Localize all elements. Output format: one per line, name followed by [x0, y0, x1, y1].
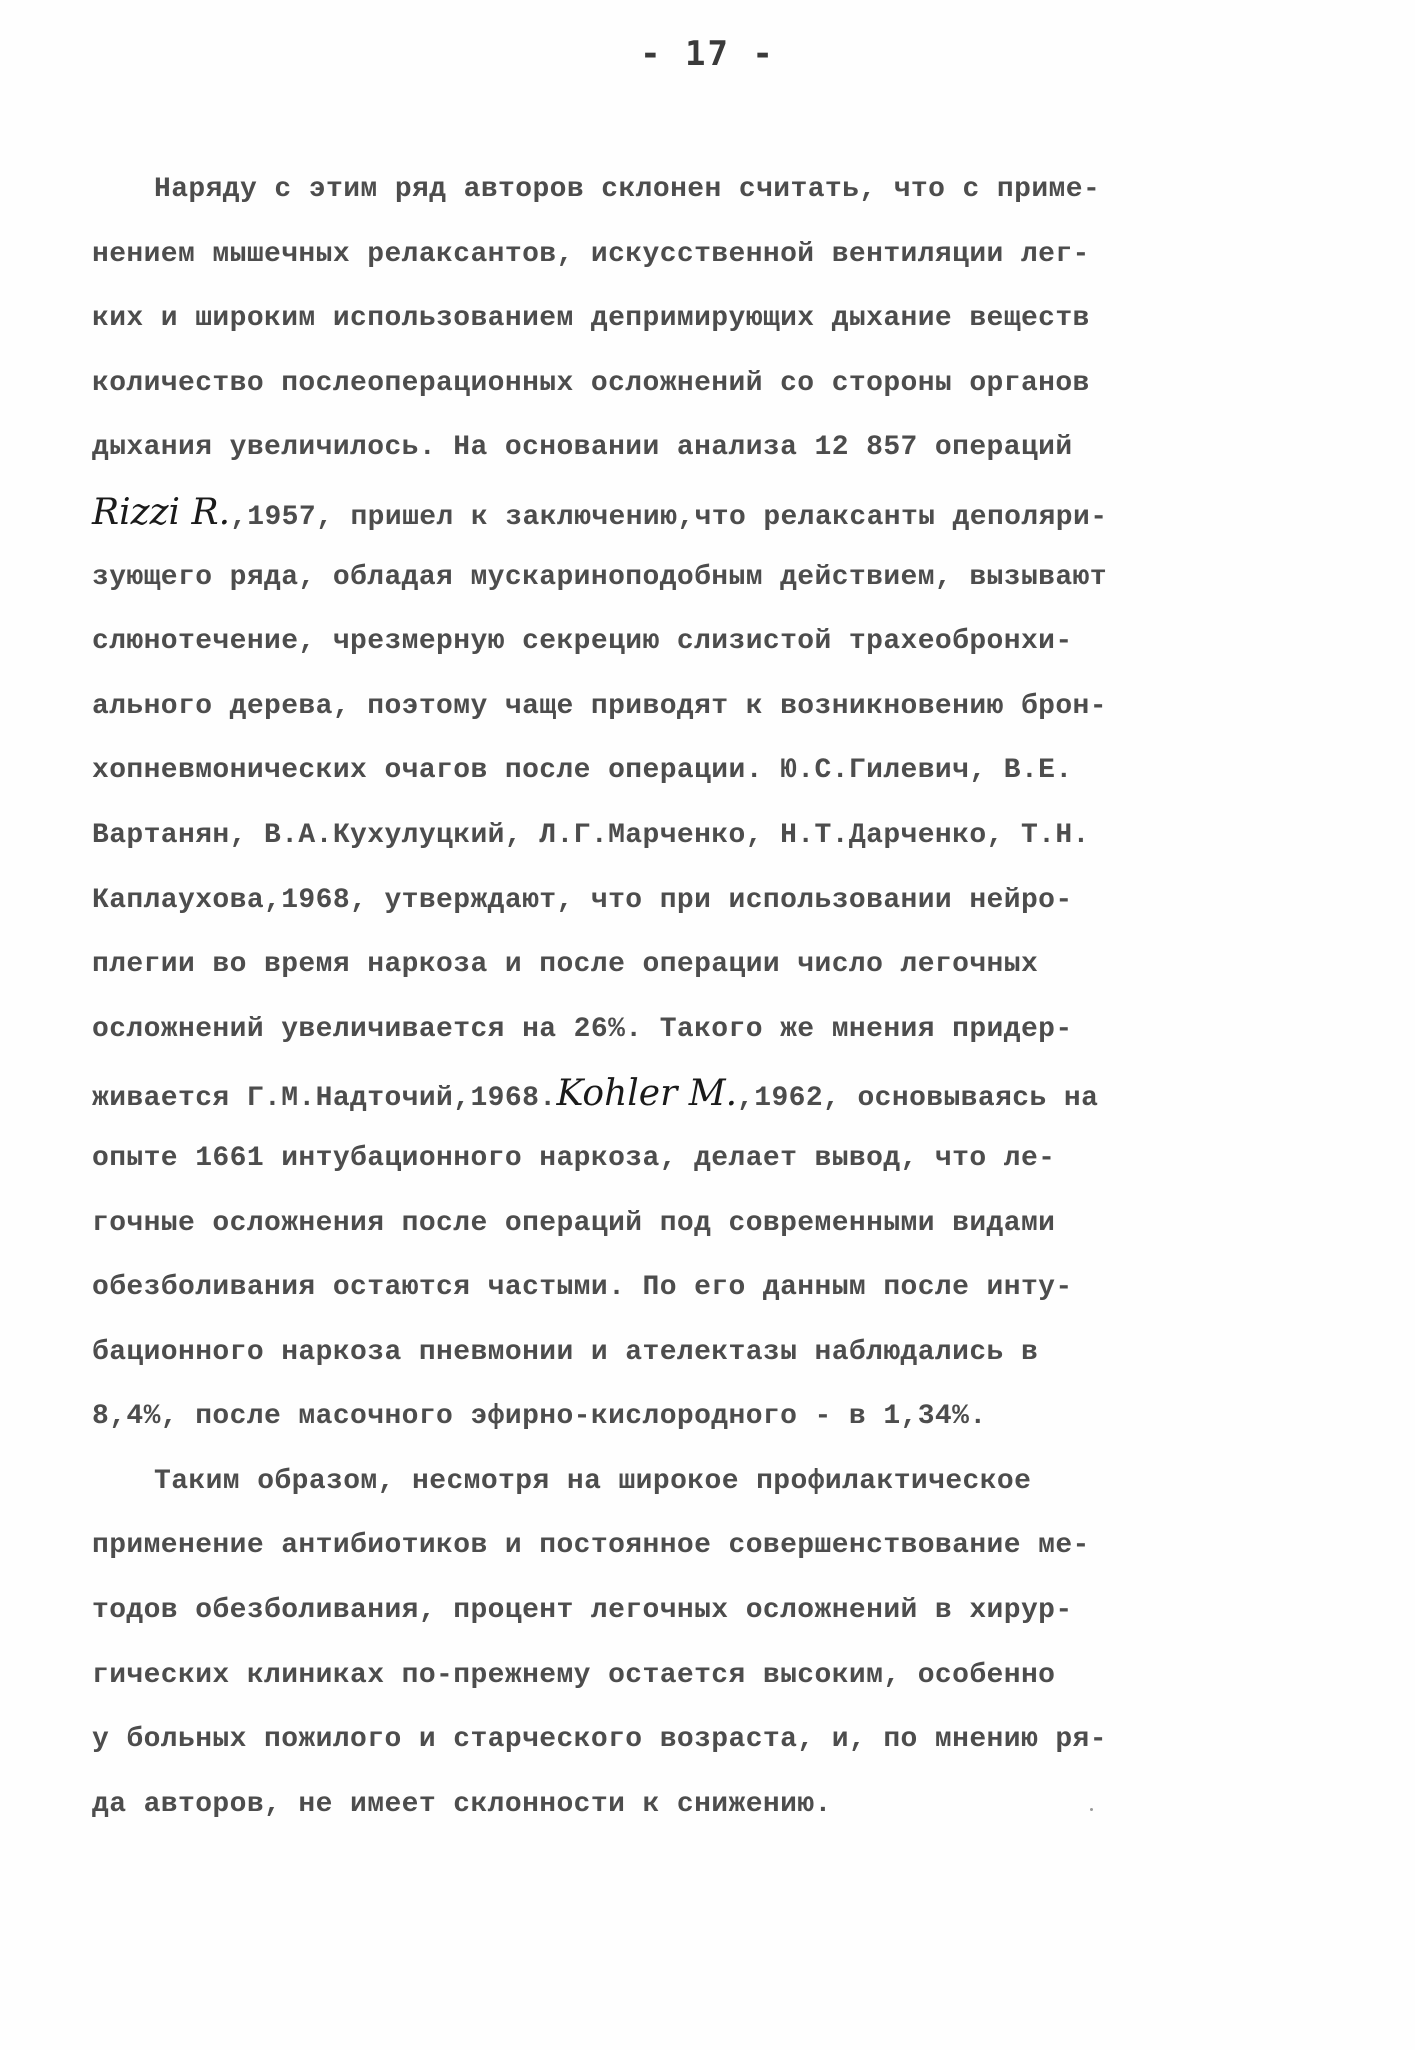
typed-text: плегии во время наркоза и после операции число легочных [92, 949, 1039, 981]
stray-mark [1090, 1808, 1093, 1811]
text-line [92, 481, 1342, 546]
text-line [92, 1773, 1342, 1838]
text-line [92, 869, 1342, 934]
typed-text: тодов обезболивания, процент легочных осложнений в хирур- [92, 1595, 1073, 1627]
text-line [92, 610, 1342, 675]
typed-text: зующего ряда, обладая мускариноподобным действием, вызывают [92, 561, 1107, 593]
typed-text: дыхания увеличилось. На основании анализа 12 857 операций [92, 432, 1073, 464]
text-line [92, 287, 1342, 352]
typed-text: Каплаухова,1968, утверждают, что при использовании нейро- [92, 884, 1073, 916]
text-line [92, 416, 1342, 481]
typed-text: хопневмонических очагов после операции. Ю.С.Гилевич, В.Е. [92, 755, 1073, 787]
typed-text: гочные осложнения после операций под современными видами [92, 1207, 1056, 1239]
typed-text: применение антибиотиков и постоянное совершенствование ме- [92, 1530, 1090, 1562]
typed-text: количество послеоперационных осложнений со стороны органов [92, 367, 1090, 399]
text-line [92, 158, 1342, 223]
typed-text: Таким образом, несмотря на широкое профилактическое [154, 1465, 1032, 1497]
text-line [92, 675, 1342, 740]
text-line [92, 804, 1342, 869]
handwritten-citation: Kohler M. [556, 1073, 738, 1115]
typed-text: Вартанян, В.А.Кухулуцкий, Л.Г.Марченко, Н.Т.Дарченко, Т.Н. [92, 819, 1090, 851]
typed-text: у больных пожилого и старческого возраста, и, по мнению ря- [92, 1724, 1107, 1756]
text-line [92, 1127, 1342, 1192]
typed-text: обезболивания остаются частыми. По его данным после инту- [92, 1272, 1073, 1304]
text-line [92, 1644, 1342, 1709]
text-line [92, 1321, 1342, 1386]
typed-text: 8,4%, после масочного эфирно-кислородного - в 1,34%. [92, 1401, 987, 1433]
text-line [92, 1385, 1342, 1450]
text-line [92, 1256, 1342, 1321]
text-line [92, 1514, 1342, 1579]
page-number: - 17 - [640, 34, 775, 74]
typed-text: гических клиниках по-прежнему остается высоким, особенно [92, 1659, 1056, 1691]
text-line [92, 546, 1342, 611]
typed-text: ального дерева, поэтому чаще приводят к возникновению брон- [92, 690, 1107, 722]
handwritten-citation: Rizzi R. [92, 491, 231, 533]
typed-text: Наряду с этим ряд авторов склонен считать, что с приме- [154, 174, 1101, 205]
typed-text: да авторов, не имеет склонности к снижению. [92, 1788, 832, 1820]
typed-text: нением мышечных релаксантов, искусственной вентиляции лег- [92, 238, 1090, 270]
text-line [92, 1192, 1342, 1257]
text-line [92, 1062, 1342, 1127]
text-line [92, 998, 1342, 1063]
typed-text: опыте 1661 интубационного наркоза, делает вывод, что ле- [92, 1142, 1056, 1174]
typed-text: слюнотечение, чрезмерную секрецию слизистой трахеобронхи- [92, 626, 1073, 658]
typed-text: бационного наркоза пневмонии и ателектазы наблюдались в [92, 1336, 1039, 1368]
text-line [92, 739, 1342, 804]
text-line [92, 1708, 1342, 1773]
typed-text: осложнений увеличивается на 26%. Такого же мнения придер- [92, 1013, 1073, 1045]
typed-text: ,1962, основываясь на [737, 1083, 1099, 1115]
typed-text: ких и широким использованием депримирующих дыхание веществ [92, 303, 1090, 335]
text-line [92, 223, 1342, 288]
body-text [92, 158, 1342, 1837]
text-line [92, 1579, 1342, 1644]
typed-text: ,1957, пришел к заключению,что релаксанты деполяри- [230, 501, 1108, 533]
text-line [92, 1450, 1342, 1515]
text-line [92, 352, 1342, 417]
text-line [92, 933, 1342, 998]
typed-text: живается Г.М.Надточий,1968. [92, 1083, 557, 1115]
